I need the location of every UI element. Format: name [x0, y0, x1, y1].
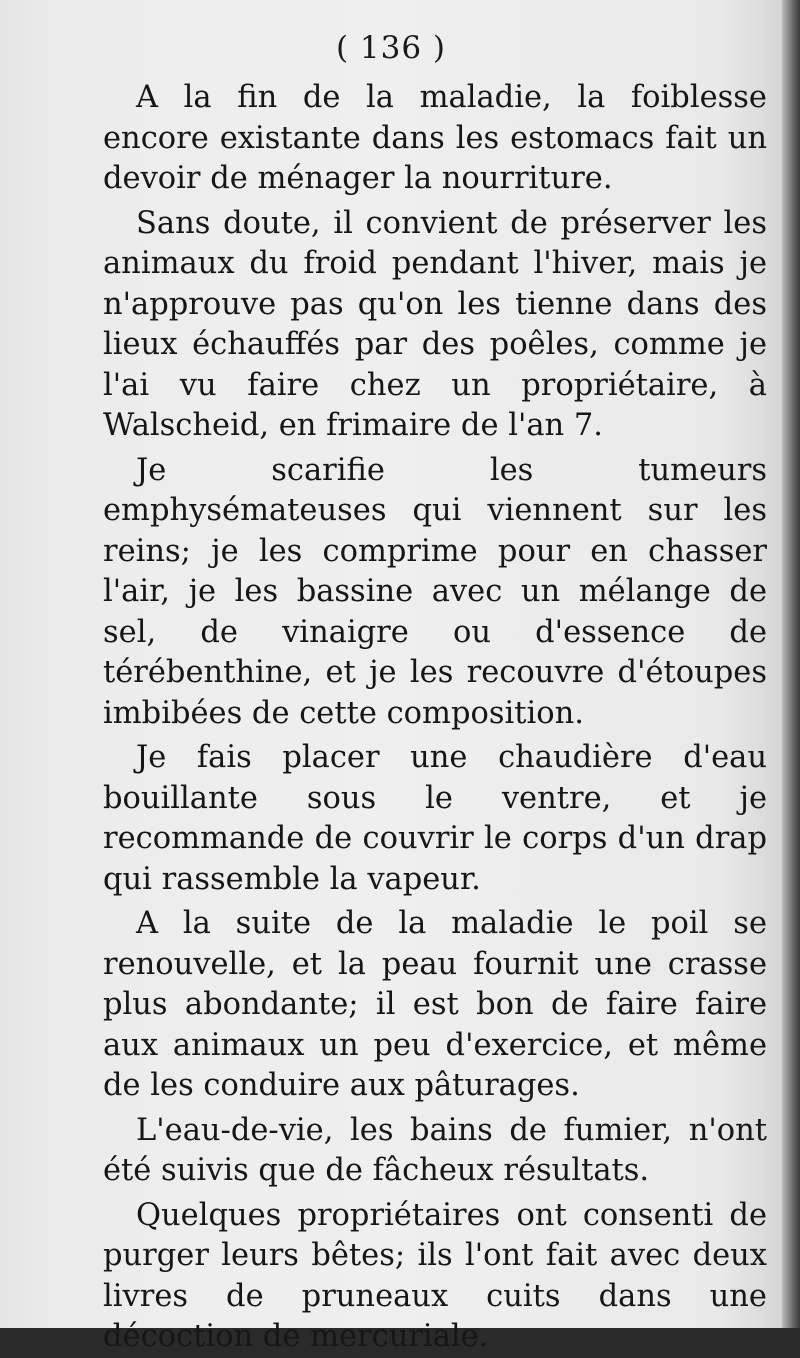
- paragraph: Sans doute, il convient de préserver les animaux du froid pendant l'hiver, mais je n'approuve pas qu'on les tienne dans des lieux échauffés par des poêles, comme je l'ai vu faire chez un propriétaire, à Walscheid, en frimaire de l'an 7.: [103, 205, 767, 443]
- page-edge-shadow: [782, 0, 800, 1328]
- paragraph: Je scarifie les tumeurs emphysémateuses qui viennent sur les reins; je les comprime pour en chasser l'air, je les bassine avec un mélange de sel, de vinaigre ou d'essence de térébenthine, et je les recouvre d'étoupes imbibées de cette composition.: [103, 452, 767, 731]
- paragraph: A la suite de la maladie le poil se renouvelle, et la peau fournit une crasse plus abondante; il est bon de faire faire aux animaux un peu d'exercice, et même de les conduire aux pâturages.: [103, 906, 767, 1103]
- paragraph: L'eau-de-vie, les bains de fumier, n'ont été suivis que de fâcheux résultats.: [103, 1112, 767, 1188]
- paragraph: A la fin de la maladie, la foiblesse encore existante dans les estomacs fait un devoir de ménager la nourriture.: [103, 80, 767, 196]
- body-text: [103, 78, 767, 1358]
- paragraph: Quelques propriétaires ont consenti de purger leurs bêtes; ils l'ont fait avec deux livres de pruneaux cuits dans une décoction de mercuriale.: [103, 1197, 767, 1354]
- paragraph: Je fais placer une chaudière d'eau bouillante sous le ventre, et je recommande de couvrir le corps d'un drap qui rassemble la vapeur.: [103, 740, 767, 897]
- page-number: ( 136 ): [335, 30, 447, 66]
